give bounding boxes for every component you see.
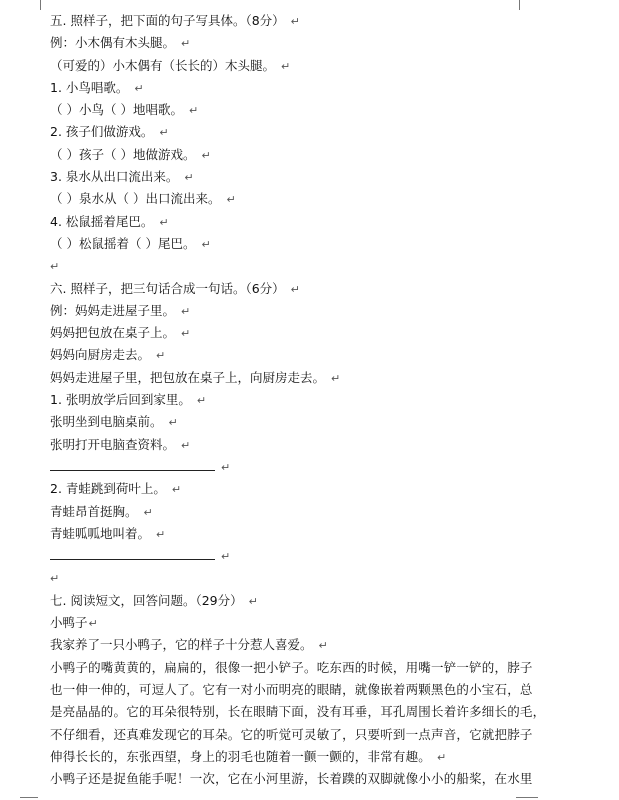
s6-example-line bbox=[50, 300, 525, 322]
paragraph-mark: ↵ bbox=[331, 371, 341, 385]
s5-q2-text: 2. 孩子们做游戏。 bbox=[50, 124, 154, 140]
s6-example-text: 妈妈把包放在桌子上。 bbox=[50, 325, 176, 341]
s6-q2-text: 青蛙昂首挺胸。 bbox=[50, 503, 138, 519]
s5-q3-text: 3. 泉水从出口流出来。 bbox=[50, 169, 179, 185]
s5-q1-text: 1. 小鸟唱歌。 bbox=[50, 79, 129, 95]
section-5-example: 例：小木偶有木头腿。 bbox=[50, 35, 176, 51]
s5-a3-text: （ ）泉水从（ ）出口流出来。 bbox=[50, 191, 221, 207]
s6-q2-answer-line bbox=[50, 545, 525, 567]
s5-a1-line bbox=[50, 99, 525, 121]
blank-line bbox=[50, 567, 525, 589]
s6-q2-text: 青蛙呱呱地叫着。 bbox=[50, 525, 151, 541]
paragraph-mark: ↵ bbox=[181, 304, 191, 318]
section-7-title: 七. 阅读短文，回答问题。（29分） bbox=[50, 592, 243, 608]
section-7-title-line bbox=[50, 590, 525, 612]
story-para2-line: 不仔细看，还真难发现它的耳朵。它的听觉可灵敏了，只要听到一点声音，它就把脖子 bbox=[50, 726, 533, 742]
paragraph-mark: ↵ bbox=[134, 81, 144, 95]
s5-q4-text: 4. 松鼠摇着尾巴。 bbox=[50, 213, 154, 229]
s6-q1-text: 张明坐到电脑桌前。 bbox=[50, 414, 163, 430]
story-para2 bbox=[50, 657, 546, 768]
paragraph-mark: ↵ bbox=[156, 349, 166, 363]
s6-q2-line bbox=[50, 523, 525, 545]
story-para1: 我家养了一只小鸭子，它的样子十分惹人喜爱。 bbox=[50, 637, 313, 653]
s6-q1-line bbox=[50, 434, 525, 456]
paragraph-mark: ↵ bbox=[88, 617, 98, 631]
paragraph-mark: ↵ bbox=[181, 438, 191, 452]
paragraph-mark: ↵ bbox=[221, 550, 231, 564]
s6-example-line bbox=[50, 344, 525, 366]
paragraph-mark: ↵ bbox=[188, 104, 199, 118]
paragraph-mark: ↵ bbox=[201, 148, 211, 162]
page-corner-mark-right bbox=[519, 0, 520, 10]
s6-example-text: 例：妈妈走进屋子里。 bbox=[50, 302, 176, 318]
story-title-line bbox=[50, 612, 525, 634]
s6-q1-line bbox=[50, 411, 525, 433]
paragraph-mark: ↵ bbox=[318, 639, 328, 653]
paragraph-mark: ↵ bbox=[50, 572, 60, 586]
paragraph-mark: ↵ bbox=[290, 15, 300, 28]
s6-q2-text: 2. 青蛙跳到荷叶上。 bbox=[50, 481, 166, 497]
paragraph-mark: ↵ bbox=[184, 171, 194, 185]
story-para2-line-last bbox=[50, 746, 525, 768]
story-para1-line bbox=[50, 634, 525, 656]
s6-example-line bbox=[50, 322, 525, 344]
s5-q4-line bbox=[50, 211, 525, 233]
worksheet-page bbox=[50, 10, 546, 790]
paragraph-mark: ↵ bbox=[181, 327, 191, 341]
s5-a1-text: （ ）小鸟（ ）地唱歌。 bbox=[50, 102, 183, 118]
paragraph-mark: ↵ bbox=[226, 193, 236, 207]
paragraph-mark: ↵ bbox=[248, 594, 258, 608]
page-bottom-mark-left bbox=[20, 797, 38, 798]
story-para2-line: 是亮晶晶的。它的耳朵很特别，长在眼睛下面，没有耳垂，耳孔周围长着许多细长的毛， bbox=[50, 704, 546, 720]
s5-a3-line bbox=[50, 188, 525, 210]
s5-a4-text: （ ）松鼠摇着（ ）尾巴。 bbox=[50, 235, 196, 251]
s6-q2-line bbox=[50, 501, 525, 523]
paragraph-mark: ↵ bbox=[221, 460, 231, 474]
s6-example-line bbox=[50, 367, 525, 389]
s5-a2-text: （ ）孩子（ ）地做游戏。 bbox=[50, 146, 196, 162]
story-para2-line: 也一伸一伸的，可逗人了。它有一对小而明亮的眼睛，就像嵌着两颗黑色的小宝石，总 bbox=[50, 681, 533, 697]
page-corner-mark-left bbox=[40, 0, 41, 10]
page-bottom-mark-right bbox=[516, 797, 538, 798]
story-para3-line: 小鸭子还是捉鱼能手呢！一次，它在小河里游，长着蹼的双脚就像小小的船桨，在水里 bbox=[50, 771, 533, 787]
s6-q1-text: 1. 张明放学后回到家里。 bbox=[50, 392, 191, 408]
paragraph-mark: ↵ bbox=[196, 394, 207, 408]
s5-q1-line bbox=[50, 77, 525, 99]
story-para2-last-text: 伸得长长的，东张西望，身上的羽毛也随着一颤一颤的，非常有趣。 bbox=[50, 748, 432, 764]
paragraph-mark: ↵ bbox=[181, 37, 191, 51]
story-para3 bbox=[50, 768, 533, 790]
s6-example-text: 妈妈走进屋子里，把包放在桌子上，向厨房走去。 bbox=[50, 369, 326, 385]
section-5-example-line bbox=[50, 32, 525, 54]
section-5-title-line bbox=[50, 10, 525, 32]
story-para2-line: 小鸭子的嘴黄黄的，扁扁的，很像一把小铲子。吃东西的时候，用嘴一铲一铲的，脖子 bbox=[50, 659, 533, 675]
paragraph-mark: ↵ bbox=[281, 59, 291, 73]
s5-a2-line bbox=[50, 144, 525, 166]
paragraph-mark: ↵ bbox=[290, 282, 300, 296]
section-6-title: 六. 照样子，把三句话合成一句话。（6分） bbox=[50, 280, 285, 296]
section-6-title-line bbox=[50, 278, 525, 300]
story-title: 小鸭子 bbox=[50, 615, 88, 631]
paragraph-mark: ↵ bbox=[159, 215, 169, 229]
paragraph-mark: ↵ bbox=[156, 527, 166, 541]
paragraph-mark: ↵ bbox=[201, 237, 211, 251]
s6-q2-line bbox=[50, 478, 525, 500]
section-5-title: 五. 照样子，把下面的句子写具体。（8分） bbox=[50, 13, 285, 28]
paragraph-mark: ↵ bbox=[50, 260, 60, 274]
paragraph-mark: ↵ bbox=[437, 750, 447, 764]
paragraph-mark: ↵ bbox=[143, 505, 153, 519]
paragraph-mark: ↵ bbox=[159, 126, 169, 140]
s6-q1-text: 张明打开电脑查资料。 bbox=[50, 436, 176, 452]
s5-q2-line bbox=[50, 121, 525, 143]
section-5-example-answer-line bbox=[50, 55, 525, 77]
section-5-example-answer: （可爱的）小木偶有（长长的）木头腿。 bbox=[50, 57, 276, 73]
answer-blank-underline[interactable] bbox=[50, 546, 215, 560]
s6-q1-line bbox=[50, 389, 525, 411]
s5-a4-line bbox=[50, 233, 525, 255]
answer-blank-underline[interactable] bbox=[50, 457, 215, 471]
paragraph-mark: ↵ bbox=[171, 483, 182, 497]
s5-q3-line bbox=[50, 166, 525, 188]
s6-q1-answer-line bbox=[50, 456, 525, 478]
blank-line bbox=[50, 255, 525, 277]
paragraph-mark: ↵ bbox=[168, 416, 178, 430]
s6-example-text: 妈妈向厨房走去。 bbox=[50, 347, 151, 363]
